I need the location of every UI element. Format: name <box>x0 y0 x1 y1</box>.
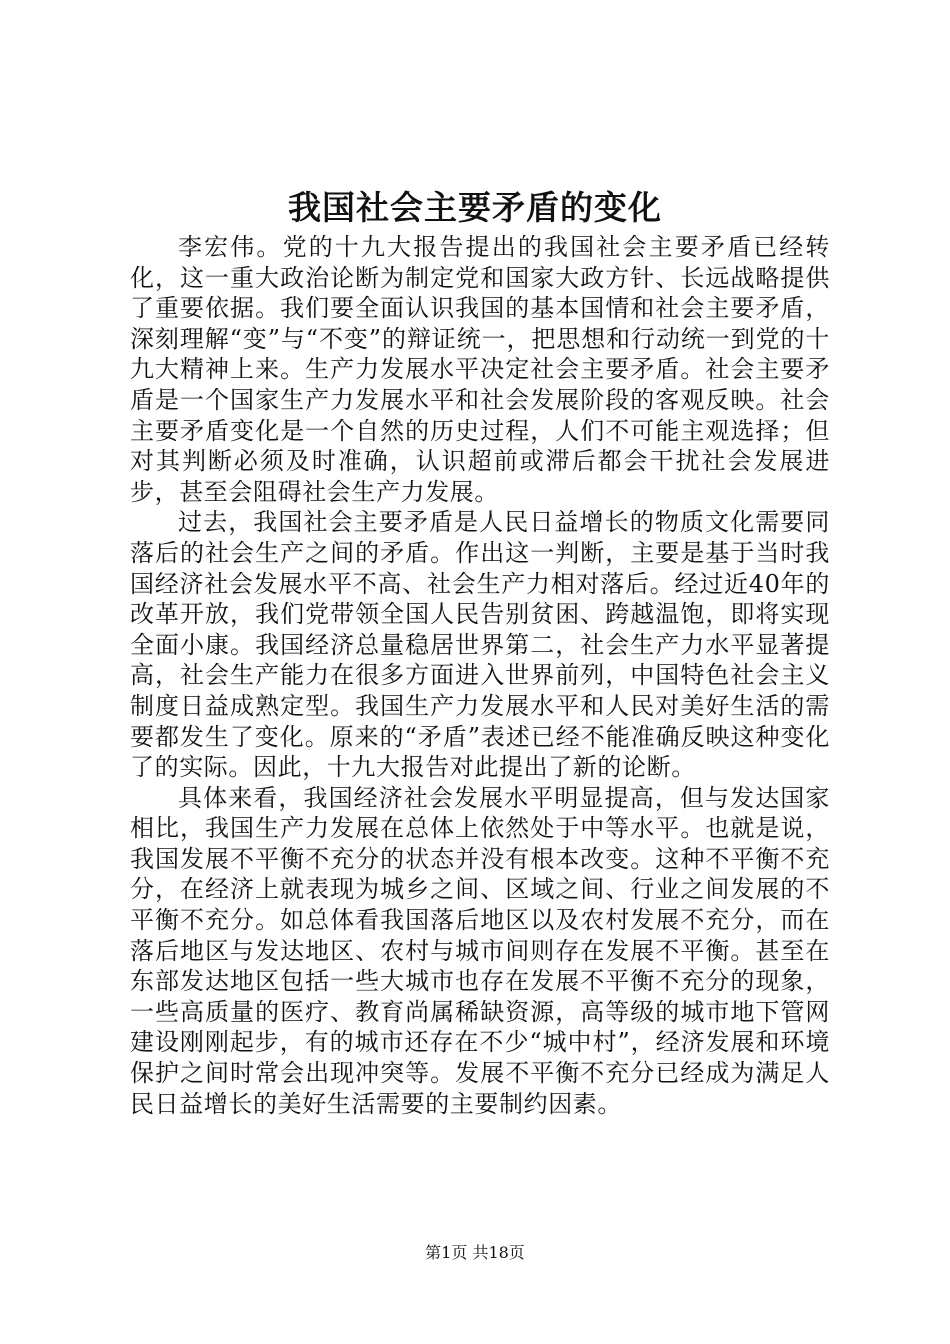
page-footer: 第1页 共18页 <box>425 1243 525 1262</box>
paragraph: 过去，我国社会主要矛盾是人民日益增长的物质文化需要同落后的社会生产之间的矛盾。作出这一判断，主要是基于当时我国经济社会发展水平不高、社会生产力相对落后。经过近40年的改革开放，我们党带领全国人民告别贫困、跨越温饱，即将实现全面小康。我国经济总量稳居世界第二，社会生产力水平显著提高，社会生产能力在很多方面进入世界前列，中国特色社会主义制度日益成熟定型。我国生产力发展水平和人民对美好生活的需要都发生了变化。原来的“矛盾”表述已经不能准确反映这种变化了的实际。因此，十九大报告对此提出了新的论断。 <box>130 508 830 782</box>
document-title: 我国社会主要矛盾的变化 <box>288 188 662 227</box>
paragraph: 具体来看，我国经济社会发展水平明显提高，但与发达国家相比，我国生产力发展在总体上依然处于中等水平。也就是说，我国发展不平衡不充分的状态并没有根本改变。这种不平衡不充分，在经济上就表现为城乡之间、区域之间、行业之间发展的不平衡不充分。如总体看我国落后地区以及农村发展不充分，而在落后地区与发达地区、农村与城市间则存在发展不平衡。甚至在东部发达地区包括一些大城市也存在发展不平衡不充分的现象，一些高质量的医疗、教育尚属稀缺资源，高等级的城市地下管网建设刚刚起步，有的城市还存在不少“城中村”，经济发展和环境保护之间时常会出现冲突等。发展不平衡不充分已经成为满足人民日益增长的美好生活需要的主要制约因素。 <box>130 783 830 1118</box>
paragraph: 李宏伟。党的十九大报告提出的我国社会主要矛盾已经转化，这一重大政治论断为制定党和国家大政方针、长远战略提供了重要依据。我们要全面认识我国的基本国情和社会主要矛盾，深刻理解“变”与“不变”的辩证统一，把思想和行动统一到党的十九大精神上来。生产力发展水平决定社会主要矛盾。社会主要矛盾是一个国家生产力发展水平和社会发展阶段的客观反映。社会主要矛盾变化是一个自然的历史过程，人们不可能主观选择；但对其判断必须及时准确，认识超前或滞后都会干扰社会发展进步，甚至会阻碍社会生产力发展。 <box>130 233 830 506</box>
document-body <box>130 232 830 1119</box>
